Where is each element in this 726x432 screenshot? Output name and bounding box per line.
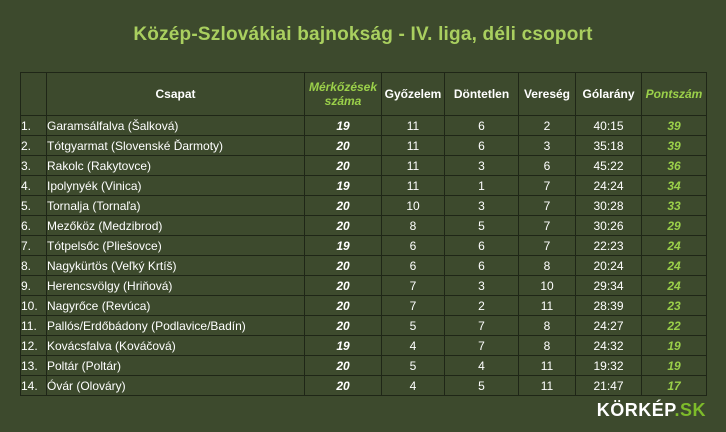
row-wins: 8 [382, 216, 445, 236]
row-losses: 7 [519, 196, 576, 216]
row-draws: 3 [445, 156, 519, 176]
row-team: Tornalja (Tornaľa) [47, 196, 305, 216]
row-position: 1. [21, 116, 47, 136]
row-wins: 7 [382, 276, 445, 296]
row-wins: 11 [382, 156, 445, 176]
table-row [21, 196, 707, 216]
header-matches: Mérkőzések száma [305, 73, 382, 116]
table-body [21, 116, 707, 396]
table-row [21, 156, 707, 176]
row-team: Tótpelsőc (Pliešovce) [47, 236, 305, 256]
table-row [21, 136, 707, 156]
logo-domain: .SK [674, 400, 706, 420]
row-position: 2. [21, 136, 47, 156]
row-matches: 20 [305, 296, 382, 316]
row-matches: 20 [305, 376, 382, 396]
row-matches: 19 [305, 236, 382, 256]
row-goals: 40:15 [576, 116, 642, 136]
header-goals: Gólarány [576, 73, 642, 116]
row-draws: 6 [445, 236, 519, 256]
table-row [21, 376, 707, 396]
row-goals: 35:18 [576, 136, 642, 156]
row-goals: 24:24 [576, 176, 642, 196]
table-header-row [21, 73, 707, 116]
row-matches: 20 [305, 256, 382, 276]
row-points: 22 [642, 316, 707, 336]
row-wins: 6 [382, 236, 445, 256]
row-losses: 8 [519, 256, 576, 276]
row-team: Rakolc (Rakytovce) [47, 156, 305, 176]
row-losses: 11 [519, 376, 576, 396]
row-wins: 4 [382, 376, 445, 396]
header-team: Csapat [47, 73, 305, 116]
row-team: Herencsvölgy (Hriňová) [47, 276, 305, 296]
row-points: 19 [642, 336, 707, 356]
row-losses: 8 [519, 336, 576, 356]
row-team: Mezőköz (Medzibrod) [47, 216, 305, 236]
header-draws: Döntetlen [445, 73, 519, 116]
standings-table [20, 72, 707, 396]
row-points: 24 [642, 276, 707, 296]
row-team: Poltár (Poltár) [47, 356, 305, 376]
row-team: Garamsálfalva (Šalková) [47, 116, 305, 136]
row-draws: 1 [445, 176, 519, 196]
row-draws: 5 [445, 216, 519, 236]
logo-text: KÖRKÉP [596, 400, 675, 420]
page-title: Közép-Szlovákiai bajnokság - IV. liga, déli csoport [133, 24, 593, 45]
table-row [21, 236, 707, 256]
row-matches: 19 [305, 176, 382, 196]
row-draws: 3 [445, 196, 519, 216]
row-goals: 28:39 [576, 296, 642, 316]
row-points: 23 [642, 296, 707, 316]
row-points: 17 [642, 376, 707, 396]
row-points: 24 [642, 236, 707, 256]
row-team: Ipolynyék (Vinica) [47, 176, 305, 196]
row-team: Nagykürtös (Veľký Krtíš) [47, 256, 305, 276]
table-row [21, 256, 707, 276]
row-position: 6. [21, 216, 47, 236]
row-draws: 6 [445, 256, 519, 276]
row-position: 8. [21, 256, 47, 276]
row-team: Kovácsfalva (Kováčová) [47, 336, 305, 356]
row-points: 19 [642, 356, 707, 376]
row-team: Nagyrőce (Revúca) [47, 296, 305, 316]
table-row [21, 216, 707, 236]
row-matches: 20 [305, 196, 382, 216]
row-goals: 22:23 [576, 236, 642, 256]
row-losses: 8 [519, 316, 576, 336]
row-goals: 45:22 [576, 156, 642, 176]
row-losses: 11 [519, 356, 576, 376]
row-position: 12. [21, 336, 47, 356]
row-points: 39 [642, 116, 707, 136]
row-points: 39 [642, 136, 707, 156]
row-draws: 3 [445, 276, 519, 296]
row-goals: 21:47 [576, 376, 642, 396]
row-matches: 19 [305, 116, 382, 136]
row-goals: 30:28 [576, 196, 642, 216]
table-row [21, 296, 707, 316]
row-draws: 2 [445, 296, 519, 316]
row-points: 33 [642, 196, 707, 216]
row-matches: 20 [305, 316, 382, 336]
row-losses: 11 [519, 296, 576, 316]
row-team: Tótgyarmat (Slovenské Ďarmoty) [47, 136, 305, 156]
row-losses: 3 [519, 136, 576, 156]
row-points: 24 [642, 256, 707, 276]
row-wins: 4 [382, 336, 445, 356]
row-losses: 10 [519, 276, 576, 296]
row-draws: 6 [445, 116, 519, 136]
row-losses: 2 [519, 116, 576, 136]
row-team: Pallós/Erdőbádony (Podlavice/Badín) [47, 316, 305, 336]
row-draws: 7 [445, 336, 519, 356]
row-position: 4. [21, 176, 47, 196]
row-goals: 29:34 [576, 276, 642, 296]
row-goals: 19:32 [576, 356, 642, 376]
row-position: 10. [21, 296, 47, 316]
row-matches: 20 [305, 356, 382, 376]
row-position: 9. [21, 276, 47, 296]
row-draws: 6 [445, 136, 519, 156]
korkep-logo [597, 400, 706, 421]
row-goals: 30:26 [576, 216, 642, 236]
row-position: 5. [21, 196, 47, 216]
row-wins: 11 [382, 136, 445, 156]
header-points: Pontszám [642, 73, 707, 116]
header-pos [21, 73, 47, 116]
row-points: 36 [642, 156, 707, 176]
row-position: 3. [21, 156, 47, 176]
row-matches: 20 [305, 156, 382, 176]
row-matches: 20 [305, 216, 382, 236]
row-goals: 24:27 [576, 316, 642, 336]
table-row [21, 356, 707, 376]
row-losses: 6 [519, 156, 576, 176]
row-wins: 11 [382, 176, 445, 196]
row-position: 13. [21, 356, 47, 376]
row-goals: 24:32 [576, 336, 642, 356]
row-wins: 7 [382, 296, 445, 316]
table-row [21, 116, 707, 136]
table-row [21, 336, 707, 356]
header-losses: Vereség [519, 73, 576, 116]
row-wins: 11 [382, 116, 445, 136]
row-draws: 5 [445, 376, 519, 396]
row-matches: 20 [305, 136, 382, 156]
row-wins: 6 [382, 256, 445, 276]
row-points: 34 [642, 176, 707, 196]
header-wins: Győzelem [382, 73, 445, 116]
row-draws: 7 [445, 316, 519, 336]
table-row [21, 176, 707, 196]
row-points: 29 [642, 216, 707, 236]
row-losses: 7 [519, 216, 576, 236]
row-draws: 4 [445, 356, 519, 376]
row-position: 11. [21, 316, 47, 336]
row-wins: 5 [382, 316, 445, 336]
row-matches: 20 [305, 276, 382, 296]
row-goals: 20:24 [576, 256, 642, 276]
row-position: 14. [21, 376, 47, 396]
table-row [21, 276, 707, 296]
row-losses: 7 [519, 236, 576, 256]
row-wins: 10 [382, 196, 445, 216]
row-position: 7. [21, 236, 47, 256]
row-matches: 19 [305, 336, 382, 356]
row-team: Óvár (Olováry) [47, 376, 305, 396]
table-row [21, 316, 707, 336]
row-losses: 7 [519, 176, 576, 196]
row-wins: 5 [382, 356, 445, 376]
